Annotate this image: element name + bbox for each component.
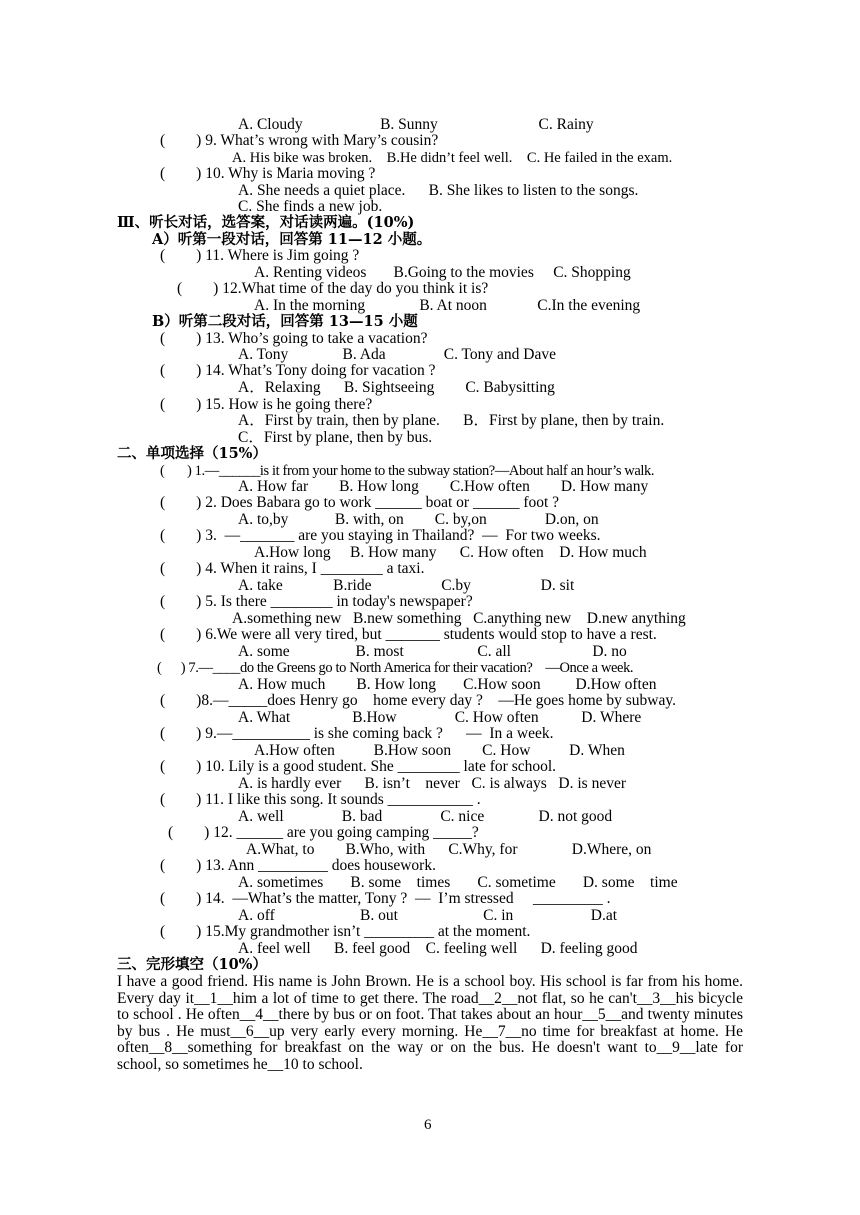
exam-line: A. feel well B. feel good C. feeling well D. feeling good (238, 940, 638, 957)
exam-line: ( ) 11. I like this song. It sounds ___________ . (160, 791, 481, 808)
exam-line: A.something new B.new something C.anything new D.new anything (232, 610, 686, 627)
exam-line: ( ) 14. What’s Tony doing for vacation ? (160, 362, 436, 379)
exam-line: A. to,by B. with, on C. by,on D.on, on (238, 511, 599, 528)
exam-line: A．First by train, then by plane. B．First by plane, then by train. (238, 412, 665, 429)
exam-line: ( ) 1.—______is it from your home to the subway station?—About half an hour’s walk. (160, 463, 655, 479)
exam-line: C. She finds a new job. (238, 198, 383, 215)
exam-line: A. Tony B. Ada C. Tony and Dave (238, 346, 557, 363)
exam-line: A. She needs a quiet place. B. She likes to listen to the songs. (238, 182, 639, 199)
exam-line: A．Relaxing B. Sightseeing C. Babysitting (238, 379, 555, 396)
exam-line: C．First by plane, then by bus. (238, 429, 433, 446)
exam-line: A.What, to B.Who, with C.Why, for D.Where, on (246, 841, 652, 858)
exam-line: A. Renting videos B.Going to the movies C. Shopping (254, 264, 631, 281)
exam-line: A. What B.How C. How often D. Where (238, 709, 642, 726)
exam-line: ( ) 9. What’s wrong with Mary’s cousin? (160, 132, 439, 149)
exam-line: A. Cloudy B. Sunny C. Rainy (238, 116, 594, 133)
exam-line: A. is hardly ever B. isn’t never C. is always D. is never (238, 775, 627, 792)
exam-line: A.How long B. How many C. How often D. How much (254, 544, 647, 561)
page-number: 6 (424, 1117, 432, 1133)
exam-line: ( ) 2. Does Babara go to work ______ boat or ______ foot ? (160, 494, 560, 511)
exam-line: ( ) 5. Is there ________ in today's newspaper? (160, 593, 473, 610)
exam-line: ( ) 3. —_______ are you staying in Thailand? — For two weeks. (160, 527, 601, 544)
exam-line: ( ) 6.We were all very tired, but _______ students would stop to have a rest. (160, 626, 657, 643)
exam-line: A. How much B. How long C.How soon D.How often (238, 676, 657, 693)
exam-line: A. In the morning B. At noon C.In the evening (254, 297, 641, 314)
section-heading: A）听第一段对话，回答第 11—12 小题。 (152, 231, 432, 248)
exam-line: ( ) 4. When it rains, I ________ a taxi. (160, 560, 425, 577)
exam-line: A. How far B. How long C.How often D. How many (238, 478, 649, 495)
exam-line: ( ) 15.My grandmother isn’t _________ at the moment. (160, 923, 531, 940)
exam-line: ( ) 14. —What’s the matter, Tony ? — I’m stressed _________ . (160, 890, 611, 907)
exam-line: A. take B.ride C.by D. sit (238, 577, 575, 594)
exam-line: ( ) 7.—____do the Greens go to North America for their vacation? —Once a week. (157, 660, 634, 676)
exam-line: A.How often B.How soon C. How D. When (254, 742, 625, 759)
cloze-passage: I have a good friend. His name is John Brown. He is a school boy. His school is far from his home. Every day it__1__him a lot of time to get there. The road__2__not flat, so he can't__3__his bicycle to school . He often__4__there by bus or on foot. That takes about an hour__5__and twenty minutes by bus . He must__6__up very early every morning. He__7__no time for breakfast at home. He often__8__something for breakfast on the way or on the bus. He doesn't want to__9__late for school, so sometimes he__10 to school. (117, 973, 743, 1073)
section-heading: 三、完形填空（10%） (117, 956, 267, 973)
exam-line: ( ) 12. ______ are you going camping _____? (168, 824, 479, 841)
exam-line: ( ) 10. Why is Maria moving ? (160, 165, 376, 182)
section-heading: B）听第二段对话，回答第 13—15 小题 (152, 313, 418, 330)
exam-line: ( ) 9.—__________ is she coming back ? — In a week. (160, 725, 554, 742)
exam-line: A. some B. most C. all D. no (238, 643, 627, 660)
exam-line: ( ) 10. Lily is a good student. She ________ late for school. (160, 758, 557, 775)
exam-line: ( ) 11. Where is Jim going ? (160, 247, 360, 264)
exam-line: ( ) 13. Who’s going to take a vacation? (160, 330, 428, 347)
section-heading: 二、单项选择（15%） (117, 445, 267, 462)
exam-line: A. His bike was broken. B.He didn’t feel well. C. He failed in the exam. (232, 150, 673, 166)
exam-line: ( ) 12.What time of the day do you think it is? (177, 280, 489, 297)
exam-line: ( ) 15. How is he going there? (160, 396, 373, 413)
exam-line: A. off B. out C. in D.at (238, 907, 618, 924)
exam-line: ( ) 13. Ann _________ does housework. (160, 857, 436, 874)
exam-line: A. sometimes B. some times C. sometime D. some time (238, 874, 678, 891)
section-heading: Ⅲ、听长对话，选答案，对话读两遍。(10%) (117, 214, 415, 231)
exam-line: ( )8.—_____does Henry go home every day ? —He goes home by subway. (160, 692, 676, 709)
exam-line: A. well B. bad C. nice D. not good (238, 808, 613, 825)
